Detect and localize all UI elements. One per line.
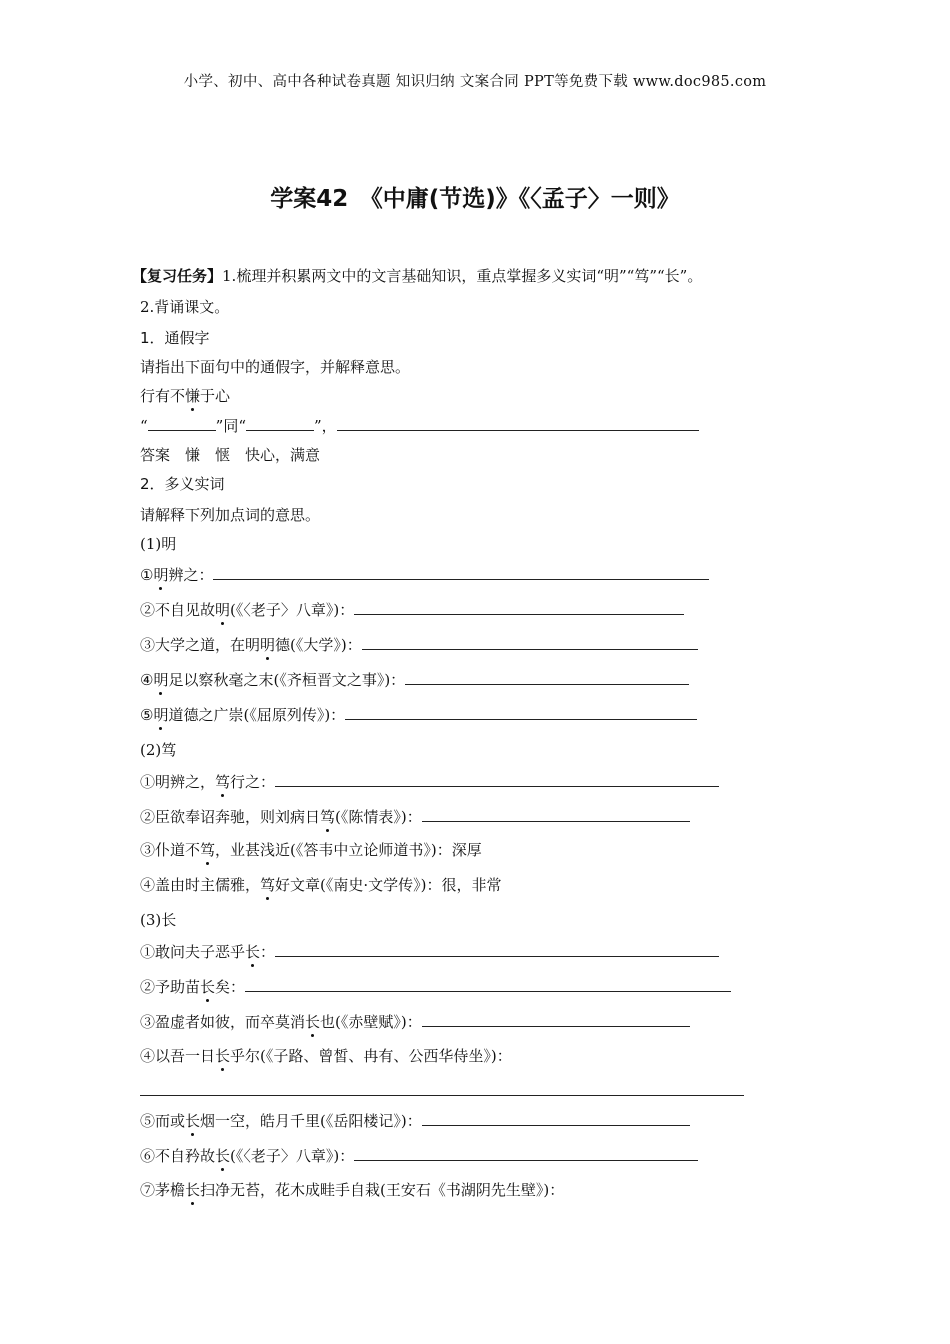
dotted-char: 长 <box>200 978 216 996</box>
dotted-char: 笃 <box>215 773 231 791</box>
dotted-char: 明 <box>153 566 169 584</box>
text-segment: ⑤而或 <box>140 1112 186 1130</box>
answer-blank[interactable] <box>422 1110 690 1126</box>
answer-blank[interactable] <box>148 415 216 431</box>
text-segment: ①敢问夫子恶乎 <box>140 943 246 961</box>
group-label-du: (2)笃 <box>140 741 177 759</box>
dotted-char: 明 <box>215 601 231 619</box>
text-segment: 矣： <box>215 978 246 996</box>
answer-blank[interactable] <box>345 704 697 720</box>
example-sentence <box>140 386 230 406</box>
dotted-char: 笃 <box>200 841 216 859</box>
list-item <box>140 669 689 690</box>
text-segment: 德(《大学》)： <box>275 636 362 654</box>
fill-in-row <box>140 415 699 436</box>
list-item <box>140 875 502 895</box>
answer-blank[interactable] <box>337 415 699 431</box>
answer-blank[interactable] <box>422 1011 690 1027</box>
list-item <box>140 1046 512 1066</box>
answer-text: 慊 惬 快心，满意 <box>185 446 321 464</box>
list-item <box>140 564 709 585</box>
list-item <box>140 806 690 827</box>
answer-text: 很，非常 <box>441 876 502 894</box>
text-segment: ③仆道不 <box>140 841 201 859</box>
list-item <box>140 1145 698 1166</box>
review-task-label: 【复习任务】 <box>132 267 223 285</box>
text-segment: 道德之广崇(《屈原列传》)： <box>168 706 346 724</box>
list-item <box>140 840 482 860</box>
section-instruction: 请解释下列加点词的意思。 <box>140 506 321 524</box>
text-segment: (《〈老子〉八章》)： <box>230 601 355 619</box>
text-segment: 乎尔(《子路、曾皙、冉有、公西华侍坐》)： <box>230 1047 512 1065</box>
answer-blank[interactable] <box>213 564 709 580</box>
dotted-char: 明 <box>153 671 169 689</box>
dotted-char: 慊 <box>185 387 201 405</box>
dotted-char: 笃 <box>260 876 276 894</box>
text-segment: ②不自见故 <box>140 601 216 619</box>
text-segment: ③盈虚者如彼，而卒莫消 <box>140 1013 306 1031</box>
answer-blank[interactable] <box>362 634 698 650</box>
dotted-char: 长 <box>245 943 261 961</box>
answer-blank[interactable] <box>246 415 314 431</box>
text-segment: ④盖由时主儒雅， <box>140 876 261 894</box>
dotted-char: 长 <box>305 1013 321 1031</box>
page-header: 小学、初中、高中各种试卷真题 知识归纳 文案合同 PPT等免费下载 www.doc985.com <box>183 74 767 90</box>
answer-blank[interactable] <box>405 669 689 685</box>
review-task-1: 1.梳理并积累两文中的文言基础知识，重点掌握多义实词“明”“笃”“长”。 <box>222 267 703 285</box>
list-item <box>140 1180 564 1200</box>
text-segment: ②臣欲奉诏奔驰，则刘病日 <box>140 808 321 826</box>
text-segment: ④ <box>140 671 154 689</box>
review-task-line-1 <box>132 266 702 286</box>
dotted-char: 长 <box>185 1112 201 1130</box>
text-segment: ④以吾一日 <box>140 1047 216 1065</box>
text-segment: (《〈老子〉八章》)： <box>230 1147 355 1165</box>
text-segment: “ <box>140 417 148 435</box>
dotted-char: 长 <box>215 1047 231 1065</box>
text-segment: 也(《赤壁赋》)： <box>320 1013 422 1031</box>
page-title: 学案42 《中庸(节选)》《〈孟子〉一则》 <box>270 186 680 212</box>
answer-blank[interactable] <box>354 1145 698 1161</box>
list-item <box>140 941 719 962</box>
dotted-char: 长 <box>215 1147 231 1165</box>
text-segment: ⑥不自矜故 <box>140 1147 216 1165</box>
text-segment: 好文章(《南史·文学传》)： <box>275 876 442 894</box>
text-segment: 足以察秋毫之末(《齐桓晋文之事》)： <box>168 671 406 689</box>
text-segment: ① <box>140 566 154 584</box>
answer-label: 答案 <box>140 446 171 464</box>
group-label-ming: (1)明 <box>140 535 177 553</box>
answer-row <box>140 445 320 465</box>
list-item <box>140 771 719 792</box>
text-segment: ②予助苗 <box>140 978 201 996</box>
section-heading-duoyi: 2．多义实词 <box>140 475 225 493</box>
text-segment: ③大学之道，在明 <box>140 636 261 654</box>
text-segment: ①明辨之， <box>140 773 216 791</box>
answer-text: 深厚 <box>451 841 482 859</box>
section-heading-tongjiazi: 1．通假字 <box>140 329 210 347</box>
text-segment: ”同“ <box>215 417 247 435</box>
text-segment: 烟一空，皓月千里(《岳阳楼记》)： <box>200 1112 422 1130</box>
text-segment: ： <box>260 943 276 961</box>
text-segment: (《陈情表》)： <box>335 808 422 826</box>
text-segment: 行有不 <box>140 387 186 405</box>
section-instruction: 请指出下面句中的通假字，并解释意思。 <box>140 358 411 376</box>
list-item <box>140 599 684 620</box>
text-segment: 辨之： <box>168 566 214 584</box>
list-item <box>140 976 731 997</box>
dotted-char: 明 <box>153 706 169 724</box>
answer-blank[interactable] <box>140 1094 744 1096</box>
text-segment: 于心 <box>200 387 231 405</box>
dotted-char: 长 <box>185 1181 201 1199</box>
answer-blank[interactable] <box>354 599 684 615</box>
answer-blank[interactable] <box>275 771 719 787</box>
list-item <box>140 704 697 725</box>
list-item <box>140 634 698 655</box>
answer-blank[interactable] <box>245 976 731 992</box>
text-segment: ”， <box>314 417 337 435</box>
text-segment: 行之： <box>230 773 276 791</box>
dotted-char: 笃 <box>320 808 336 826</box>
review-task-2: 2.背诵课文。 <box>140 298 230 316</box>
text-segment: ⑤ <box>140 706 154 724</box>
list-item <box>140 1110 690 1131</box>
group-label-chang: (3)长 <box>140 911 177 929</box>
text-segment: ⑦茅檐 <box>140 1181 186 1199</box>
text-segment: ，业甚浅近(《答韦中立论师道书》)： <box>215 841 452 859</box>
dotted-char: 明 <box>260 636 276 654</box>
text-segment: 扫净无苔，花木成畦手自栽(王安石《书湖阴先生壁》)： <box>200 1181 565 1199</box>
list-item <box>140 1011 690 1032</box>
answer-blank[interactable] <box>422 806 690 822</box>
answer-blank[interactable] <box>275 941 719 957</box>
